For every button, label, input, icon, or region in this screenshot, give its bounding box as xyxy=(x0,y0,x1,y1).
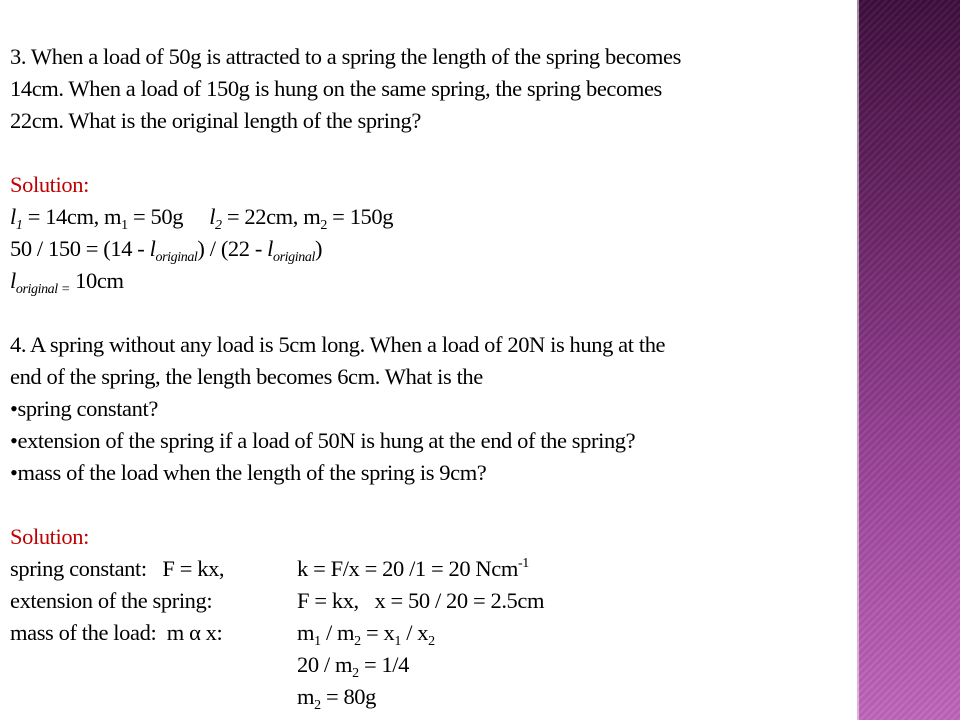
text-segment: mass of the load: m α x: xyxy=(10,620,223,645)
subscript: original xyxy=(155,250,198,265)
length-symbol: l xyxy=(10,268,16,293)
text-segment: = 50g xyxy=(127,204,210,229)
q4-line-1: 4. A spring without any load is 5cm long. When a load of 20N is hung at the xyxy=(10,332,666,357)
text-segment: ) xyxy=(314,236,323,261)
text-segment: x xyxy=(383,620,395,645)
length-symbol: l xyxy=(10,204,16,229)
text-segment: = 150g xyxy=(326,204,394,229)
decorative-sidebar xyxy=(857,0,960,720)
subscript: 1 xyxy=(394,634,401,649)
sol3-line-2 xyxy=(10,236,322,268)
subscript: 2 xyxy=(354,634,361,649)
text-segment: spring constant: F = kx, xyxy=(10,556,225,581)
subscript: 2 xyxy=(428,634,435,649)
length-symbol: l xyxy=(149,236,156,261)
q4-bullet-2: •extension of the spring if a load of 50N is hung at the end of the spring? xyxy=(10,428,636,453)
sidebar-texture xyxy=(857,0,960,720)
text-segment: ) / (22 - xyxy=(197,236,268,261)
sol4-line-2 xyxy=(10,588,850,620)
equation-segment xyxy=(297,684,377,713)
q3-line-2: 14cm. When a load of 150g is hung on the same spring, the spring becomes xyxy=(10,76,662,101)
subscript: 2 xyxy=(314,698,321,713)
text-segment: F = kx, x = 50 / 20 = 2.5cm xyxy=(297,588,545,613)
sol4-line-1 xyxy=(10,556,850,588)
text-segment: / xyxy=(320,620,338,645)
text-segment: = 22cm, m xyxy=(221,204,321,229)
superscript: -1 xyxy=(517,556,529,571)
q4-bullet-3: •mass of the load when the length of the spring is 9cm? xyxy=(10,460,487,485)
solution-heading-2: Solution: xyxy=(10,524,89,549)
text-segment: = 1/4 xyxy=(358,652,410,677)
q4-bullet-1: •spring constant? xyxy=(10,396,158,421)
text-segment: / xyxy=(400,620,418,645)
subscript: 1 xyxy=(121,218,128,233)
subscript: 1 xyxy=(15,218,23,233)
subscript: 1 xyxy=(314,634,321,649)
sol3-line-1 xyxy=(10,204,393,236)
text-segment: extension of the spring: xyxy=(10,588,213,613)
equation-segment xyxy=(297,652,410,681)
length-symbol: l xyxy=(267,236,274,261)
subscript: 2 xyxy=(320,218,327,233)
sol3-line-3 xyxy=(10,268,124,300)
text-segment: k = F/x = 20 /1 = 20 Ncm xyxy=(297,556,518,581)
sol4-line-4 xyxy=(10,652,850,684)
q4-line-2: end of the spring, the length becomes 6cm. What is the xyxy=(10,364,483,389)
subscript: original = xyxy=(15,282,70,297)
length-symbol: l xyxy=(209,204,216,229)
text-segment: m xyxy=(297,684,315,709)
text-segment: m xyxy=(297,620,315,645)
q3-line-1: 3. When a load of 50g is attracted to a spring the length of the spring becomes xyxy=(10,44,681,69)
subscript: 2 xyxy=(215,218,222,233)
text-segment: x xyxy=(417,620,429,645)
text-segment: 50 / 150 = (14 - xyxy=(10,236,150,261)
equation-segment xyxy=(297,556,529,582)
subscript: 2 xyxy=(352,666,359,681)
text-segment: = 14cm, m xyxy=(22,204,122,229)
sol4-line-3 xyxy=(10,620,850,652)
text-segment: = 80g xyxy=(320,684,377,709)
equation-segment xyxy=(297,620,435,649)
q3-line-3: 22cm. What is the original length of the spring? xyxy=(10,108,421,133)
text-segment: 20 / m xyxy=(297,652,353,677)
sidebar-edge-line xyxy=(857,0,859,720)
sol4-line-5 xyxy=(10,684,850,716)
solution-heading-1: Solution: xyxy=(10,172,89,197)
text-segment: = xyxy=(360,620,384,645)
subscript: original xyxy=(273,250,315,265)
text-segment: m xyxy=(337,620,355,645)
text-segment: 10cm xyxy=(69,268,124,293)
